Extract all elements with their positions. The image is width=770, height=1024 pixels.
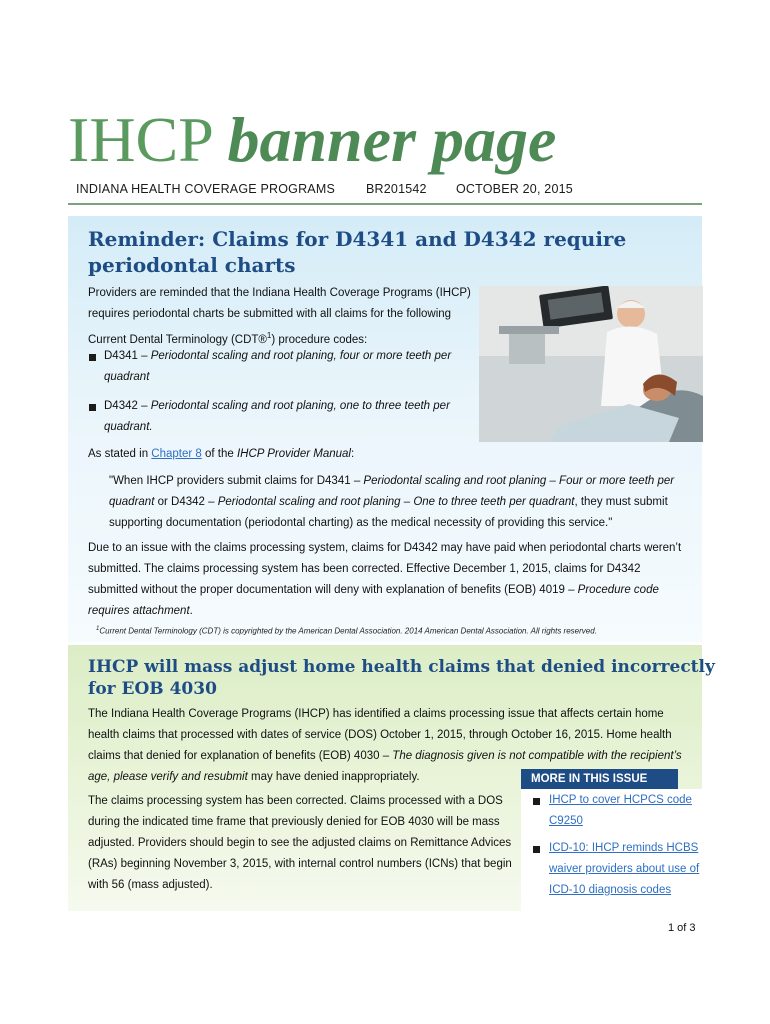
- bullet-marker: [89, 404, 96, 411]
- icd10-hcbs-link[interactable]: ICD-10: IHCP reminds HCBS waiver providers about use of ICD-10 diagnosis codes: [549, 842, 700, 896]
- issue-link-hcpcs: [549, 790, 692, 832]
- dentist-patient-illustration: [479, 286, 703, 442]
- header-divider: [68, 203, 702, 205]
- title-plain: IHCP: [68, 104, 212, 175]
- bullet-marker: [533, 798, 540, 805]
- page-number: 1 of 3: [668, 922, 696, 934]
- manual-quote: "When IHCP providers submit claims for D4341 – Periodontal scaling and root planing – Four or more teeth per quadrant or D4342 – Periodontal scaling and root planing – One to three teeth per quadrant, they must submit supporting documentation (periodontal charting) as the medical necessity of providing this service.": [109, 475, 675, 529]
- cdt-footnote: $^1$Current Dental Terminology (CDT) is copyrighted by the American Dental Association. 2014 American Dental Association. All rights reserved.: [96, 626, 597, 636]
- bullet-item-d4342: D4342 – Periodontal scaling and root planing, one to three teeth per quadrant.: [104, 400, 450, 433]
- bullet-marker: [89, 354, 96, 361]
- article1-heading: Reminder: Claims for D4341 and D4342 require periodontal charts: [88, 227, 627, 277]
- article2-paragraph2: The claims processing system has been corrected. Claims processed with a DOS during the indicated time frame that previously denied for EOB 4030 will be mass adjusted. Providers should begin to see the adjusted claims on Remittance Advices (RAs) beginning November 3, 2015, with internal control numbers (ICNs) that begin with 56 (mass adjusted).: [88, 795, 512, 891]
- bullet-marker: [533, 846, 540, 853]
- banner-title: [68, 100, 556, 180]
- issue-link-icd10: [549, 838, 699, 901]
- article1-claims-issue: Due to an issue with the claims processing system, claims for D4342 may have paid when periodontal charts weren’t submitted. The claims processing system has been corrected. Effective December 1, 2015, claims for D4342 submitted without the proper documentation will deny with explanation of benefits (EOB) 4019 – Procedure code requires attachment.: [88, 542, 682, 617]
- dental-exam-photo: [479, 286, 703, 442]
- bulletin-date: OCTOBER 20, 2015: [456, 182, 573, 196]
- chapter-8-link[interactable]: Chapter 8: [151, 448, 202, 460]
- more-in-this-issue-header: MORE IN THIS ISSUE: [521, 769, 678, 789]
- bulletin-id: BR201542: [366, 182, 427, 196]
- hcpcs-link[interactable]: IHCP to cover HCPCS code C9250: [549, 794, 692, 827]
- article1-intro: Providers are reminded that the Indiana Health Coverage Programs (IHCP) requires periodontal charts be submitted with all claims for the following Current Dental Terminology (CDT®$^1$) procedure codes:: [88, 287, 471, 346]
- org-name: INDIANA HEALTH COVERAGE PROGRAMS: [76, 182, 335, 196]
- article2-paragraph1: The Indiana Health Coverage Programs (IHCP) has identified a claims processing issue that affects certain home health claims that processed with dates of service (DOS) October 1, 2015, through October 16, 2015. Home health claims that denied for explanation of benefits (EOB) 4030 – The diagnosis given is not compatible with the recipient’s age, please verify and resubmit may have denied inappropriately.: [88, 708, 682, 783]
- title-italic: banner page: [227, 104, 557, 175]
- bullet-item-d4341: D4341 – Periodontal scaling and root planing, four or more teeth per quadrant: [104, 350, 452, 383]
- article1-stated: As stated in Chapter 8 of the IHCP Provider Manual:: [88, 448, 355, 460]
- article2-heading: IHCP will mass adjust home health claims that denied incorrectly for EOB 4030: [88, 657, 715, 699]
